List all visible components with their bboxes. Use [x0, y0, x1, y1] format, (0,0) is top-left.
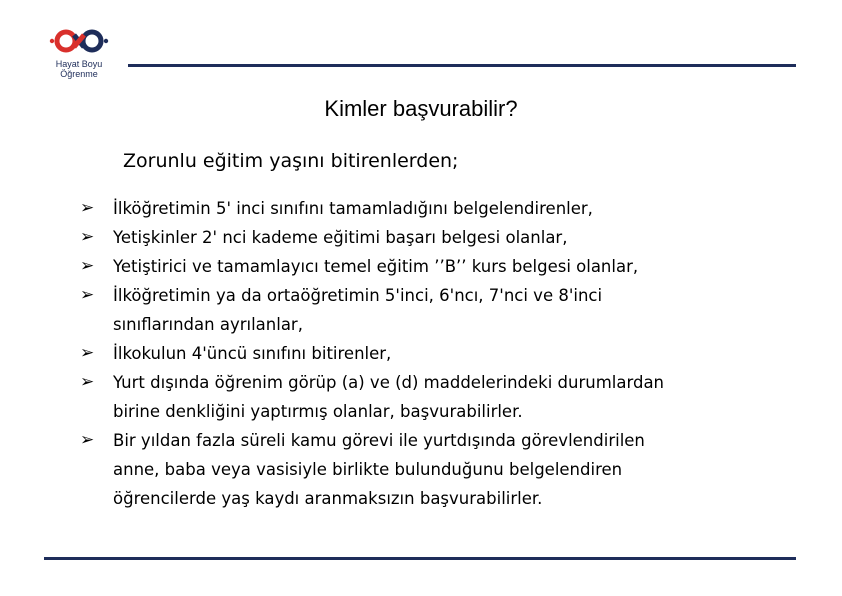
list-item-text: öğrencilerde yaş kaydı aranmaksızın başvurabilirler.: [113, 489, 543, 508]
list-item-text: Bir yıldan fazla süreli kamu görevi ile yurtdışında görevlendirilen: [113, 431, 645, 450]
arrow-bullet-icon: ➢: [80, 372, 95, 392]
arrow-bullet-icon: ➢: [80, 227, 95, 247]
bottom-divider: [44, 557, 796, 560]
list-item: [80, 194, 790, 223]
list-item-text: anne, baba veya vasisiyle birlikte bulunduğunu belgelendiren: [113, 460, 623, 479]
arrow-bullet-icon: ➢: [80, 343, 95, 363]
list-item: [80, 368, 790, 426]
arrow-bullet-icon: ➢: [80, 430, 95, 450]
list-item-text: İlköğretimin 5' inci sınıfını tamamladığını belgelendirenler,: [113, 199, 593, 218]
page-title: Kimler başvurabilir?: [324, 96, 518, 121]
top-divider: [128, 64, 796, 67]
list-item-text: Yetiştirici ve tamamlayıcı temel eğitim ’’B’’ kurs belgesi olanlar,: [113, 257, 639, 276]
infinity-logo-icon: [48, 26, 110, 56]
list-item: [80, 281, 790, 339]
list-item-text: Yurt dışında öğrenim görüp (a) ve (d) maddelerindeki durumlardan: [113, 373, 665, 392]
list-item-text: İlköğretimin ya da ortaöğretimin 5'inci, 6'ncı, 7'nci ve 8'inci: [113, 286, 603, 305]
arrow-bullet-icon: ➢: [80, 285, 95, 305]
list-item-text: Yetişkinler 2' nci kademe eğitimi başarı belgesi olanlar,: [113, 228, 568, 247]
subtitle: Zorunlu eğitim yaşını bitirenlerden;: [123, 150, 459, 172]
list-item-text: birine denkliğini yaptırmış olanlar, başvurabilirler.: [113, 402, 523, 421]
arrow-bullet-icon: ➢: [80, 256, 95, 276]
arrow-bullet-icon: ➢: [80, 198, 95, 218]
list-item: [80, 339, 790, 368]
list-item: [80, 252, 790, 281]
logo-text-line1: Hayat Boyu: [55, 59, 103, 69]
list-item-text: İlkokulun 4'üncü sınıfını bitirenler,: [113, 344, 392, 363]
logo: [44, 26, 114, 82]
list-item-text: sınıflarından ayrılanlar,: [113, 315, 303, 334]
eligibility-list: [80, 194, 790, 513]
list-item: [80, 223, 790, 252]
logo-text-line2: Öğrenme: [60, 69, 98, 79]
list-item: [80, 426, 790, 513]
